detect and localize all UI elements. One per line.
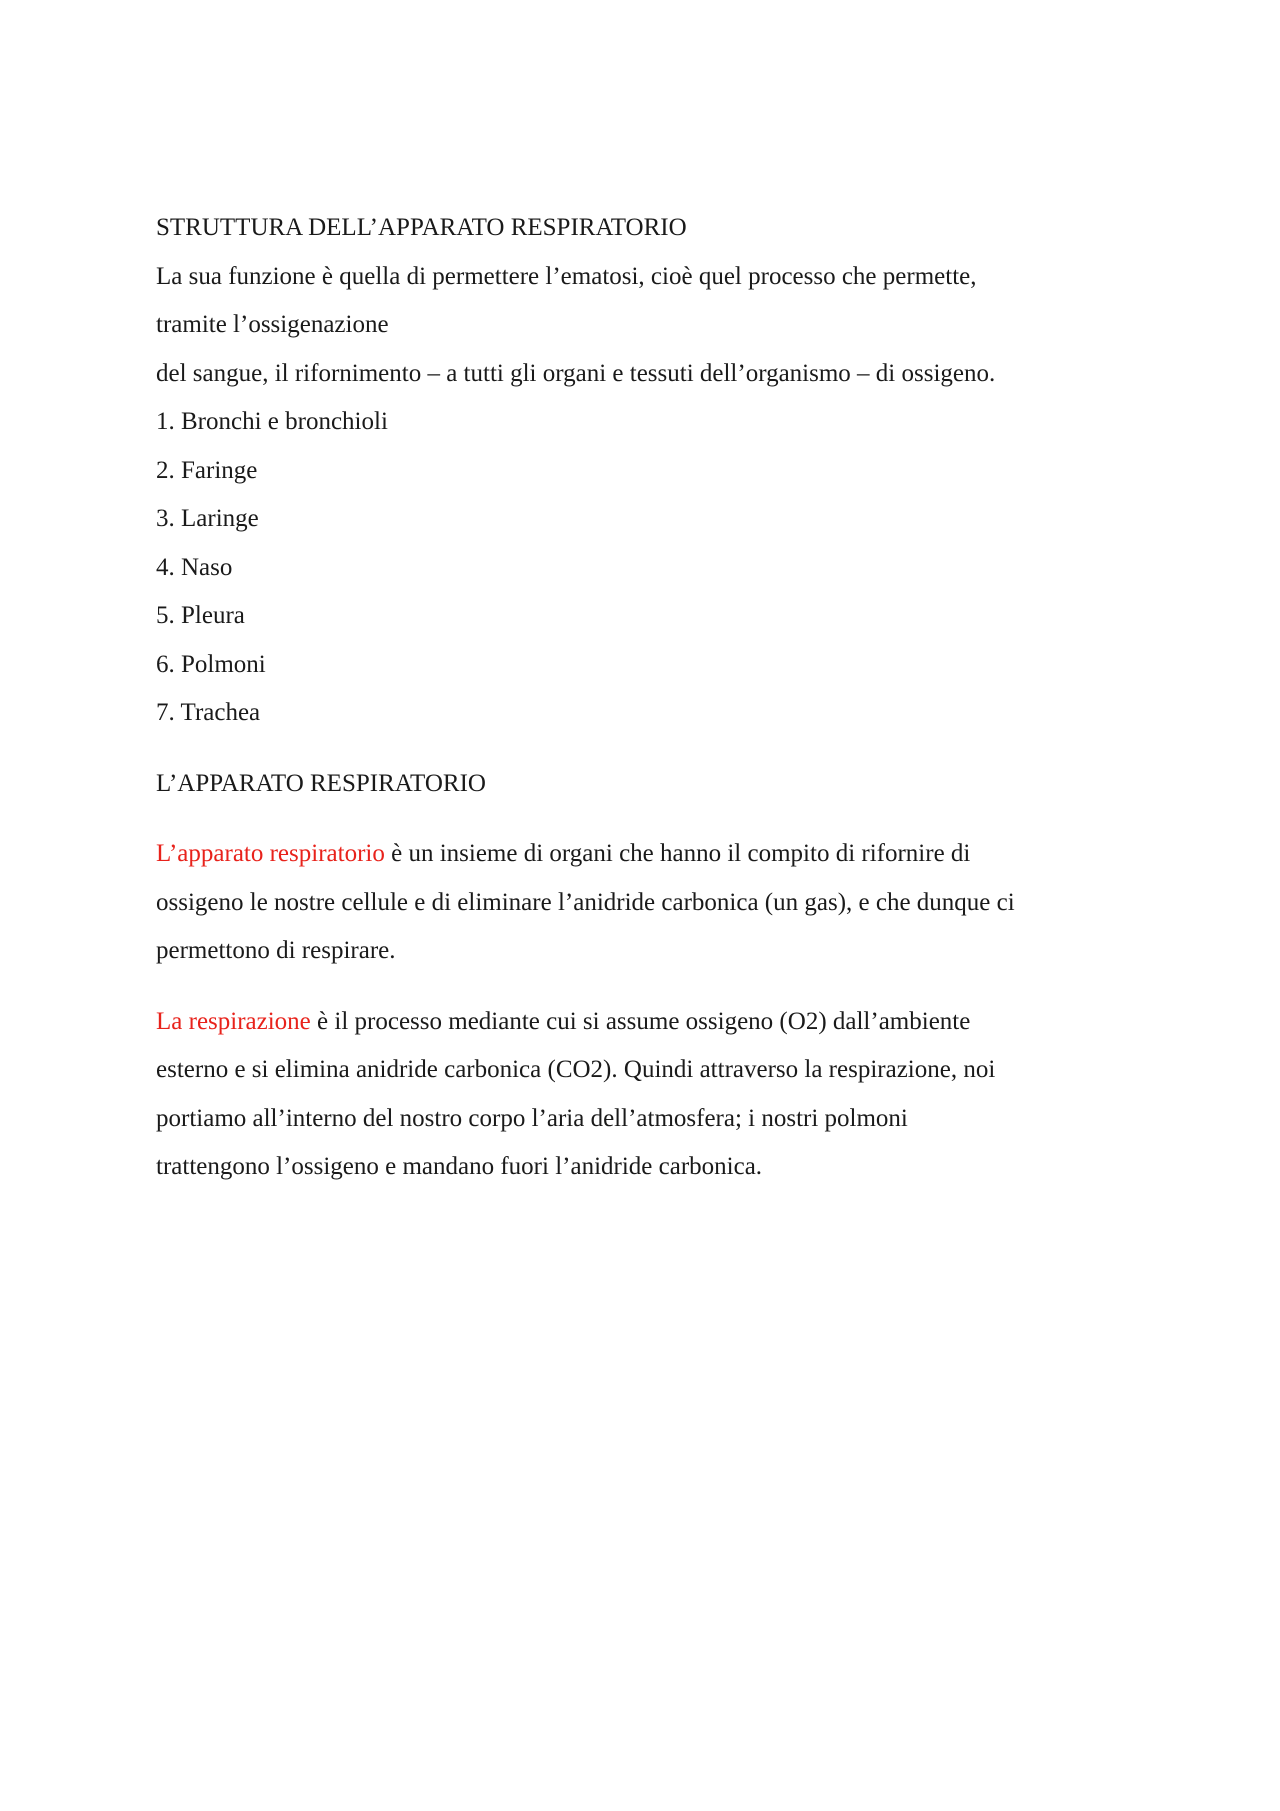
list-item: 4. Naso [156, 553, 233, 581]
paragraph-text: è un insieme di organi che hanno il compito di rifornire di [384, 840, 971, 867]
list-item: 6. Polmoni [156, 650, 266, 678]
paragraph-line: esterno e si elimina anidride carbonica (CO2). Quindi attraverso la respirazione, noi [156, 1056, 996, 1083]
paragraph-text: è il processo mediante cui si assume ossigeno (O2) dall’ambiente [310, 1007, 971, 1035]
paragraph-line: ossigeno le nostre cellule e di eliminare l’anidride carbonica (un gas), e che dunque ci [156, 888, 1015, 916]
list-item: 3. Laringe [156, 505, 259, 532]
section-title-structure: STRUTTURA DELL’APPARATO RESPIRATORIO [156, 214, 687, 241]
paragraph-apparatus [156, 830, 1146, 976]
list-item: 5. Pleura [156, 602, 245, 629]
organ-list [156, 398, 1146, 738]
highlight-term: La respirazione [156, 1007, 311, 1035]
list-item: 7. Trachea [156, 699, 261, 726]
list-item: 2. Faringe [156, 456, 258, 484]
intro-line-2: tramite l’ossigenazione [156, 311, 389, 338]
highlight-term: L’apparato respiratorio [156, 840, 385, 867]
paragraph-line [156, 998, 1146, 1047]
paragraph-line: trattengono l’ossigeno e mandano fuori l’anidride carbonica. [156, 1153, 763, 1180]
intro-line-1: La sua funzione è quella di permettere l’ematosi, cioè quel processo che permette, [156, 262, 977, 290]
paragraph-line: portiamo all’interno del nostro corpo l’aria dell’atmosfera; i nostri polmoni [156, 1104, 908, 1132]
paragraph-line: permettono di respirare. [156, 937, 396, 964]
document-body [156, 204, 1146, 1192]
intro-line-3: del sangue, il rifornimento – a tutti gli organi e tessuti dell’organismo – di ossigeno. [156, 359, 996, 387]
section-title-apparatus: L’APPARATO RESPIRATORIO [156, 769, 486, 797]
list-item: 1. Bronchi e bronchioli [156, 408, 388, 435]
paragraph-line [156, 830, 1146, 879]
paragraph-respiration [156, 998, 1146, 1192]
